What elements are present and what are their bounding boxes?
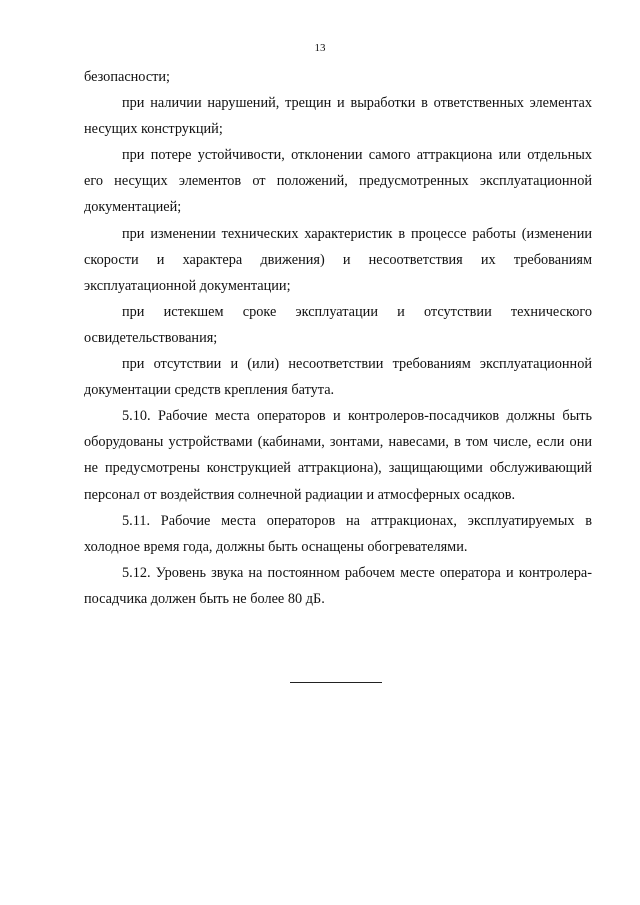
list-item-stability-loss: при потере устойчивости, отклонении самого аттракциона или отдельных его несущих элементов от положений, предусмотренных эксплуатационной документацией; [84, 147, 592, 216]
clause-5-10: 5.10. Рабочие места операторов и контролеров-посадчиков должны быть оборудованы устройствами (кабинами, зонтами, навесами, в том числе, если они не предусмотрены конструкцией аттракциона), защищающими обслуживающий персонал от воздействия солнечной радиации и атмосферных осадков. [84, 408, 592, 503]
paragraph-continuation: безопасности; [84, 69, 171, 85]
clause-5-11: 5.11. Рабочие места операторов на аттракционах, эксплуатируемых в холодное время года, должны быть оснащены обогревателями. [84, 512, 592, 555]
page-number: 13 [314, 42, 326, 54]
list-item-cracks: при наличии нарушений, трещин и выработки в ответственных элементах несущих конструкций; [84, 95, 592, 138]
list-item-expired-service-life: при истекшем сроке эксплуатации и отсутствии технического освидетельствования; [84, 303, 592, 346]
list-item-trampoline-fasteners: при отсутствии и (или) несоответствии требованиям эксплуатационной документации средств крепления батута. [84, 356, 592, 399]
list-item-technical-changes: при изменении технических характеристик в процессе работы (изменении скорости и характера движения) и несоответствия их требованиям эксплуатационной документации; [84, 225, 592, 294]
document-body [84, 64, 592, 612]
clause-5-12: 5.12. Уровень звука на постоянном рабочем месте оператора и контролера-посадчика должен быть не более 80 дБ. [84, 564, 592, 607]
end-of-document-rule [290, 682, 382, 683]
